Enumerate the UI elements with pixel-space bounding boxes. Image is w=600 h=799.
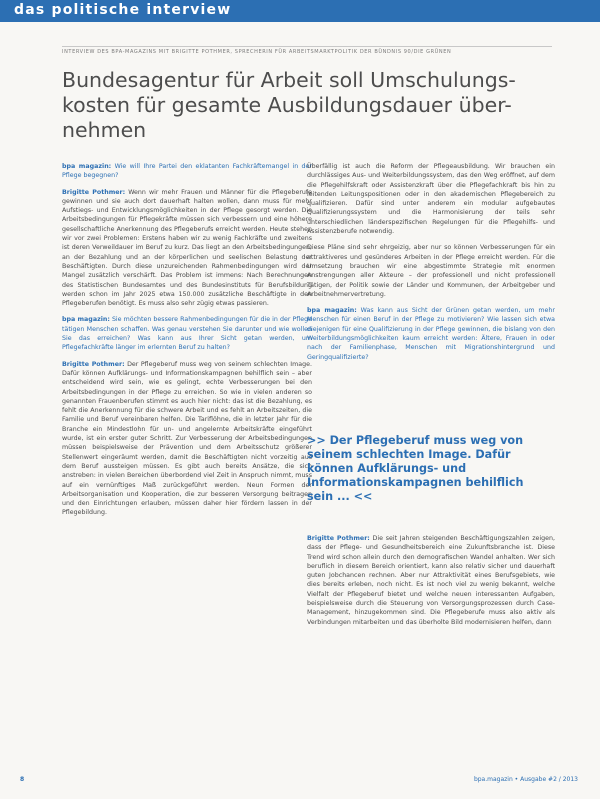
question-1: bpa magazin: Wie will Ihre Partei den eklatanten Fachkräftemangel in der Pflege begegnen? [62, 163, 312, 180]
answer-1: Brigitte Pothmer: Wenn wir mehr Frauen und Männer für die Pflegeberufe gewinnen und sie auch dort dauerhaft halten wollen, dann muss für mehr Aufstiegs- und Entwicklungsmöglichkeiten in der Pflege gesorgt werden. Die Arbeitsbedingungen für Pflegekräfte müssen sich verbessern und eine höhere gesellschaftliche Anerkennung des Pflegeberufs erreicht werden. Heute stehen wir vor zwei Problemen: Erstens haben wir zu wenig Fachkräfte und zweitens ist deren Verweildauer im Beruf zu kurz. Das liegt an den Arbeitsbedingungen, an der Bezahlung und an der körperlichen und seelischen Belastung der Beschäftigten. Durch diese unzureichenden Rahmenbedingungen wird der Mangel zusätzlich verschärft. Das Problem ist immens: Nach Berechnungen des Statistischen Bundesamtes und des Bundesinstituts für Berufsbildung werden schon im Jahr 2025 etwa 150.000 zusätzliche Beschäftigte in den Pflegeberufen benötigt. Es muss also sehr zügig etwas passieren. [62, 188, 312, 308]
section-band-label: das politische interview [14, 2, 232, 18]
question-2: bpa magazin: Sie möchten bessere Rahmenbedingungen für die in der Pflege tätigen Menschen schaffen. Was genau verstehen Sie darunter und wie wollen Sie das erreichen? Was kann aus Ihrer Sicht getan werden, um Pflegefachkräfte länger im erlernten Beruf zu halten? [62, 316, 312, 352]
answer-3: Brigitte Pothmer: Die seit Jahren steigenden Beschäftigungszahlen zeigen, dass der Pflege- und Gesundheitsbereich eine Zukunftsbranche ist. Diese Trend wird schon allein durch den demografischen Wandel anhalten. Wer sich beruflich in diesem Bereich orientiert, kann also relativ sicher und dauerhaft guten Jobchancen rechnen. Aber nur Attraktivität eines Berufsgebiets, wie dies bereits erleben, noch nicht. Es ist noch viel zu wenig bekannt, welche Vielfalt der Pflegeberuf bietet und welche neuen interessanten Aufgaben, beispielsweise durch die Steuerung von Versorgungsprozessen durch Case-Management, hinzugekommen sind. Die Pflegeberufe muss also aktiv als Verbindungen mitarbeiten und das überholte Bild modernisieren helfen, dann [307, 535, 555, 626]
answer-continued-2: Diese Pläne sind sehr ehrgeizig, aber nur so können Verbesserungen für ein attraktiveres und gesünderes Arbeiten in der Pflege erreicht werden. Für die Umsetzung brauchen wir eine abgestimmte Strategie mit enormen Anstrengungen aller Akteure – der professionell und nicht professionell Tätigen, der Politik sowie der Länder und Kommunen, der Arbeitgeber und Arbeitnehmervertretung. [307, 244, 555, 298]
page-number: 8 [20, 776, 25, 783]
article-headline: Bundesagentur für Arbeit soll Umschulungs-kosten für gesamte Ausbildungsdauer über-nehmen [62, 68, 516, 142]
section-band [0, 0, 600, 22]
top-rule [62, 46, 552, 47]
pull-quote: >> Der Pflegeberuf muss weg von seinem schlechten Image. Dafür können Aufklärungs- und Informationskampagnen behilflich sein ... << [307, 434, 524, 503]
answer-2: Brigitte Pothmer: Der Pflegeberuf muss weg von seinem schlechten Image. Dafür können Aufklärungs- und Informationskampagnen behilflich sein – aber entscheidend wird sein, wie es gelingt, echte Verbesserungen bei den Arbeitsbedingungen in der Pflege zu erreichen. So wie in vielen anderen so genannten Frauenberufen stimmt es auch hier nicht: das ist die Bezahlung, es fehlt die Anerkennung für die schwere Arbeit und es fehlt an Arbeitszeiten, die Familie und Beruf vereinbaren helfen. Die Tariflöhne, die in letzter Jahr für die Branche ein Mindestlohn für un- und angelernte Arbeitskräfte eingeführt wurde, ist ein erster guter Schritt. Zur Verbesserung der Arbeitsbedingungen müssen beispielsweise der Prävention und dem Arbeitsschutz größerer Stellenwert eingeräumt werden, damit die Beschäftigten nicht vorzeitig aus dem Beruf aussteigen müssen. Es gibt auch bereits Ansätze, die sich anstreben: in vielen Bereichen überbordend viel Zeit in Anspruch nimmt, muss auf ein vernünftiges Maß zurückgeführt werden. Neun Formen der Arbeitsorganisation und Kooperation, die zur besseren Versorgung beitragen und den Einrichtungen erlauben, müssen daher hier fördern lassen in der Pflegebildung. [62, 360, 312, 517]
right-column [307, 162, 555, 369]
question-3: bpa magazin: Was kann aus Sicht der Grünen getan werden, um mehr Menschen für einen Beruf in der Pflege zu motivieren? Wie lassen sich etwa diejenigen für eine Qualifizierung in der Pflege gewinnen, die bislang von den Weiterbildungsmöglichkeiten kaum erreicht werden: Ältere, Frauen in oder nach der Familienphase, Menschen mit Migrationshintergrund und Geringqualifizierte? [307, 307, 555, 361]
intro-line: INTERVIEW DES BPA-MAGAZINS MIT BRIGITTE POTHMER, SPRECHERIN FÜR ARBEITSMARKTPOLITIK DER BÜNDNIS 90/DIE GRÜNEN [62, 49, 452, 55]
footer-text: bpa.magazin • Ausgabe #2 / 2013 [473, 776, 578, 783]
left-column [62, 162, 312, 525]
right-column-lower [307, 534, 555, 634]
answer-continued-1: Überfällig ist auch die Reform der Pflegeausbildung. Wir brauchen ein durchlässiges Aus- und Weiterbildungssystem, das den Weg eröffnet, auf dem die Pflegehilfskraft oder Assistenzkraft über die Pflegefachkraft bis hin zu leitenden Leitungspositionen oder in den akademischen Pflegebereich zu qualifizieren. Dafür sind unter anderem ein modular aufgebautes Qualifizierungssystem und die Harmonisierung der teils sehr unterschiedlichen länderspezifischen Regelungen für die Pflegehilfs- und Assistenzberufe notwendig. [307, 163, 555, 236]
